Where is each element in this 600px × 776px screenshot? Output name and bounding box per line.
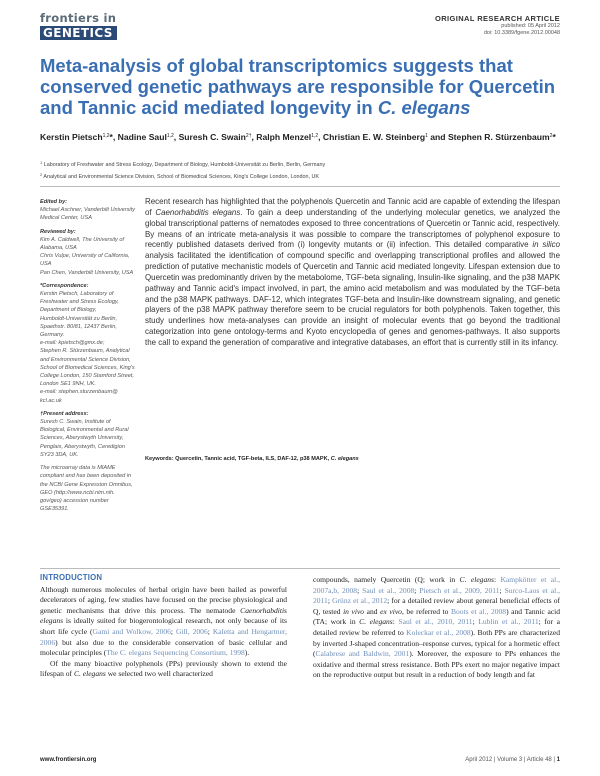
citation-link[interactable]: Boots et al., 2008	[450, 606, 507, 616]
citation-link[interactable]: Calabrese and Baldwin, 2001	[315, 649, 410, 659]
italic-term: in vivo	[343, 606, 365, 616]
italic-term: Caenorhabditis elegans	[40, 605, 287, 626]
author-affiliation-mark: 1,2	[102, 133, 110, 139]
citation-link[interactable]: Kampkötter et al., 2007a,b, 2008	[313, 575, 560, 595]
abstract-part: Recent research has highlighted that the polyphenols Quercetin and Tannic acid are capable of extending the lifespan of	[145, 197, 560, 217]
affiliation-line: $^2$ Analytical and Environmental Science Division, School of Biomedical Sciences, King's College London, London, UK	[40, 172, 319, 180]
citation-link[interactable]: Surco-Laos et al., 2011	[313, 585, 560, 606]
author-affiliation-mark: 1,2	[311, 133, 319, 139]
edited-by-heading: Edited by:	[40, 199, 68, 205]
affiliation-line: $^1$ Laboratory of Freshwater and Stress Ecology, Department of Biology, Humboldt-Universität zu Berlin, Berlin, Germany	[40, 160, 326, 168]
edited-by: Michael Aschner, Vanderbilt University Medical Center, USA	[40, 207, 136, 222]
citation-link[interactable]: The C. elegans Sequencing Consortium, 1998	[106, 648, 245, 658]
title-main: Meta-analysis of global transcriptomics suggests that conserved genetic pathways are responsible for Quercetin and Tannic acid mediated longevity in	[40, 55, 556, 118]
citation-link[interactable]: Saul et al., 2010, 2011	[398, 617, 473, 627]
published-date: published: 05 April 2012	[501, 23, 560, 29]
italic-term: C. elegans	[359, 617, 393, 627]
intro-column-left	[40, 573, 287, 680]
author-affiliation-mark: 1,2	[166, 133, 174, 139]
citation-link[interactable]: Gami and Wolkow, 2006	[92, 626, 171, 636]
footer-page: 1	[556, 757, 560, 763]
author-name: Stephen R. Stürzenbaum	[447, 132, 550, 142]
abstract-organism: Caenorhabditis elegans	[155, 207, 241, 217]
author-affiliation-mark: 2†	[245, 133, 252, 139]
footer-website[interactable]: www.frontiersin.org	[40, 757, 97, 763]
title-organism: C. elegans	[377, 97, 471, 118]
footer-info: April 2012 | Volume 3 | Article 48 | 1	[465, 757, 560, 763]
intro-column-right	[313, 575, 560, 681]
author-affiliation-mark: 1	[425, 133, 428, 139]
article-title	[40, 55, 560, 118]
abstract-in-silico: in silico	[532, 240, 560, 250]
abstract-part: . To gain a deep understanding of the underlying molecular genetics, we analyzed the global transcriptional patterns of nematodes exposed to three concentrations of Quercetin or Tannic acid, respectively. By means of an intricate meta-analysis it was possible to compare the transcriptomes of polyphenol exposure to recently published datasets derived from (i) longevity mutants or (ii) infection. This detailed comparative	[145, 207, 561, 250]
keywords-text: Quercetin, Tannic acid, TGF-beta, ILS, DAF-12, p38 MAPK,	[175, 456, 330, 462]
intro-paragraph: Although numerous molecules of herbal origin have been hailed as powerful decelerators of aging, few studies have focused on the precise physiological and genetic mechanisms that drive this process. The nematode Caenorhabditis elegans is ideally suited for biogerontological research, not only because of its short life cycle (Gami and Wolkow, 2006; Gill, 2006; Kaletta and Hengartner, 2006) but also due to the considerable conservation of basic cellular and molecular principles (The C. elegans Sequencing Consortium, 1998).	[40, 584, 288, 658]
journal-logo	[40, 12, 190, 42]
correspondence: Kerstin Pietsch, Laboratory of Freshwater and Stress Ecology, Department of Biology, Humboldt-Universität zu Berlin, Spaethstr. 80/81, 12437 Berlin, Germany. e-mail: kpietsch@gmx.de; Stephen R. Stürzenbaum, Analytical and Environmental Science Division, School of Biomedical Sciences, King's College London, 150 Stamford Street, London SE1 9NH, UK. e-mail: stephen.sturzenbaum@ kcl.ac.uk	[40, 291, 135, 404]
present-address-heading: †Present address:	[40, 410, 89, 417]
author-affiliation-mark: 2	[549, 133, 553, 139]
divider	[40, 186, 560, 187]
article-type: ORIGINAL RESEARCH ARTICLE	[434, 14, 560, 23]
author-name: Ralph Menzel	[256, 132, 312, 142]
author-name: Suresh C. Swain	[178, 132, 246, 142]
italic-term: C. elegans	[73, 669, 106, 679]
keywords	[145, 456, 560, 462]
microarray-note: The microarray data is MIAME compliant and has been deposited in the NCBI Gene Expression Omnibus, GEO (http://www.ncbi.nlm.nih. gov/geo) accession number GSE35391.	[40, 465, 133, 513]
doi[interactable]: doi: 10.3389/fgene.2012.00048	[483, 30, 560, 36]
italic-term: ex vivo	[380, 606, 402, 616]
article-meta	[435, 14, 560, 37]
citation-link[interactable]: Pietsch et al., 2009, 2011	[419, 585, 500, 595]
citation-link[interactable]: Koleckar et al., 2008	[406, 627, 471, 637]
keywords-label: Keywords:	[145, 456, 174, 462]
italic-term: C. elegans	[459, 575, 494, 584]
affiliations	[40, 158, 560, 182]
intro-heading: INTRODUCTION	[40, 573, 103, 582]
correspondence-heading: *Correspondence:	[40, 282, 89, 289]
reviewed-by-heading: Reviewed by:	[40, 228, 76, 235]
footer-date: April 2012	[465, 757, 493, 763]
citation-link[interactable]: Grünz et al., 2012	[332, 596, 388, 606]
logo-bottom-text: GENETICS	[40, 26, 117, 40]
citation-link[interactable]: Lublin et al., 2011	[478, 617, 539, 627]
present-address: Suresh C. Swain, Institute of Biological, Environmental and Rural Sciences, Aberystwyth University, Penglais, Aberystwyth, Ceredigion SY23 3DA, UK.	[40, 419, 129, 458]
divider	[40, 568, 560, 569]
citation-link[interactable]: Saul et al., 2008	[362, 585, 415, 595]
author-name: Kerstin Pietsch	[40, 132, 103, 142]
keywords-organism: C. elegans	[330, 456, 359, 462]
author-list: Kerstin Pietsch$^{1,2}$*, Nadine Saul$^{1,2}$, Suresh C. Swain$^{2\dagger}$, Ralph Menzel$^{1,2}$, Christian E. W. Steinberg$^1$ and Stephen R. Stürzenbaum$^2$*	[40, 132, 556, 142]
abstract	[145, 197, 560, 349]
author-name: Christian E. W. Steinberg	[322, 132, 426, 142]
reviewed-by: Kim A. Caldwell, The University of Alabama, USA Chris Vulpe, University of California, USA Pan Chen, Vanderbilt University, USA	[40, 236, 134, 276]
logo-top-text: frontiers in	[40, 11, 117, 25]
footer-article: Article 48	[526, 757, 552, 763]
footer-volume: Volume 3	[497, 757, 523, 763]
abstract-part: analysis facilitated the identification of compound specific and overlapping transcriptional profiles and allowed the prediction of putative mechanistic models of Quercetin and Tannic acid mediated longevity. Lifespan extension due to Quercetin was predominantly driven by the metabolome, TGF-beta signaling, Insulin-like signaling, and the p38 MAPK pathway and Tannic acid's impact involved, in part, the amino acid metabolism and was modulated by the TGF-beta and the p38 MAPK pathways. DAF-12, which integrates TGF-beta and Insulin-like downstream signaling, and genetic players of the p38 MAPK pathway therefore seem to be crucial regulators for both polyphenols. Taken together, this study underlines how meta-analyses can provide an insight of molecular events that go beyond the traditional categorization into gene ontology-terms and Kyoto encyclopedia of genes and genomes-pathways. It also supports the call to expand the generation of comparative and integrative databases, an effort that is currently still in its infancy.	[145, 251, 560, 347]
citation-link[interactable]: Kaletta and Hengartner, 2006	[40, 626, 288, 647]
intro-paragraph: Of the many bioactive polyphenols (PPs) previously shown to extend the lifespan of C. elegans we selected two well characterized	[40, 658, 287, 679]
citation-link[interactable]: Gill, 2006	[176, 626, 208, 636]
intro-paragraph: compounds, namely Quercetin (Q; work in C. elegans: Kampkötter et al., 2007a,b, 2008; Saul et al., 2008; Pietsch et al., 2009, 2011; Surco-Laos et al., 2011; Grünz et al., 2012; for a detailed review about general beneficial effects of Q, tested in vivo and ex vivo, be referred to Boots et al., 2008) and Tannic acid (TA; work in C. elegans: Saul et al., 2010, 2011; Lublin et al., 2011; for a detailed review be referred to Koleckar et al., 2008). Both PPs are characterized by inverted J-shaped concentration–response curves, typical for a hormetic effect (Calabrese and Baldwin, 2001). Moreover, the exposure to PPs enhances the oxidative and thermal stress resistance. Both PPs exert no major negative impact on the reproductive output but result in a reduction of body length and fat	[313, 575, 561, 680]
author-name: Nadine Saul	[117, 132, 167, 142]
